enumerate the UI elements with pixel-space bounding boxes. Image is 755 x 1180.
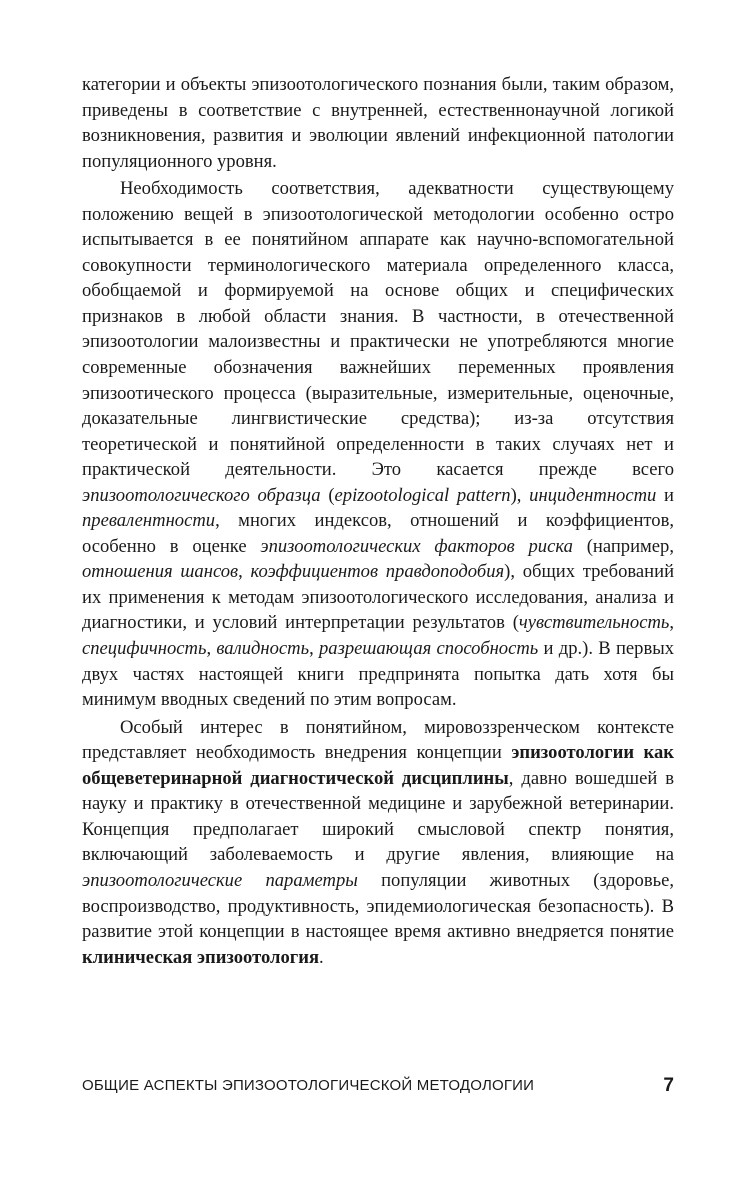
paragraph-2-text-12: и др.). В первых двух частях настоящей книги предпринята попытка дать хотя бы минимум вводных сведений по этим вопросам. <box>82 638 675 711</box>
term-odds-ratio: отношения шансов <box>82 561 239 583</box>
paragraph-2-text-10: , <box>206 638 217 660</box>
paragraph-2 <box>82 176 674 712</box>
term-validity: валидность <box>216 638 310 660</box>
term-epizootological-pattern-en: epizootological pattern <box>334 484 511 506</box>
term-specificity: специфичность <box>82 638 207 660</box>
paragraph-3-text-1: Особый интерес в понятийном, мировоззренческом контексте представляет необходимость внедрения концепции <box>82 716 674 764</box>
paragraph-2-text-5: , многих индексов, отношений и коэффициентов, особенно в оценке <box>82 510 674 557</box>
paragraph-2-text-9: , <box>669 612 674 634</box>
term-epizootological-pattern-ru: эпизоотологического образца <box>82 484 321 506</box>
paragraph-3-text-3: популяции животных (здоровье, воспроизводство, продуктивность, эпидемиологическая безопасность). В развитие этой концепции в настоящее время активно внедряется понятие <box>82 869 674 943</box>
term-sensitivity: чувствительность <box>518 612 670 634</box>
paragraph-1 <box>82 72 674 174</box>
page-number: 7 <box>663 1075 674 1096</box>
page-footer <box>82 1075 674 1097</box>
term-risk-factors: эпизоотологических факторов риска <box>260 535 573 557</box>
paragraph-2-text-2: ( <box>320 484 335 506</box>
term-incidence: инцидентности <box>529 484 657 506</box>
paragraph-3 <box>82 715 674 970</box>
paragraph-2-text-1: Необходимость соответствия, адекватности существующему положению вещей в эпизоотологической методологии особенно остро испытывается в ее понятийном аппарате как научно-вспомогательной совокупности терминологического материала определенного класса, обобщаемой и формируемой на основе общих и специфических признаков в любой области знания. В частности, в отечественной эпизоотологии малоизвестны и практически не употребляются многие современные обозначения важнейших переменных проявления эпизоотического процесса (выразительные, измерительные, оценочные, доказательные лингвистические средства); из-за отсутствия теоретической и понятийной определенности в таких случаях нет и практической деятельности. Это касается прежде всего <box>82 178 674 481</box>
paragraph-2-text-3: ), <box>510 484 530 506</box>
paragraph-1-text: категории и объекты эпизоотологического познания были, таким образом, приведены в соответствие с внутренней, естественнонаучной логикой возникновения, развития и эволюции явлений инфекционной патологии популяционного уровня. <box>82 74 674 172</box>
term-epizootological-parameters: эпизоотологические параметры <box>82 869 358 891</box>
paragraph-2-text-11: , <box>309 638 319 660</box>
paragraph-3-text-2: , давно вошедшей в науку и практику в отечественной медицине и зарубежной ветеринарии. Концепция предполагает широкий смысловой спектр понятия, включающий заболеваемость и другие явления, влияющие на <box>82 767 675 866</box>
running-head: ОБЩИЕ АСПЕКТЫ ЭПИЗООТОЛОГИЧЕСКОЙ МЕТОДОЛОГИИ <box>82 1077 535 1094</box>
term-prevalence: превалентности <box>82 510 216 532</box>
paragraph-2-text-6: (например, <box>572 535 675 557</box>
paragraph-3-text-4: . <box>319 946 324 968</box>
term-resolving-power: разрешающая способность <box>319 638 539 660</box>
term-likelihood-ratio: коэффициентов правдоподобия <box>250 561 505 583</box>
term-clinical-epizootology: клиническая эпизоотология <box>82 946 319 968</box>
paragraph-2-text-8: ), общих требований их применения к методам эпизоотологического исследования, анализа и диагностики, и условий интерпретации результатов ( <box>82 561 675 634</box>
page-body <box>82 72 674 970</box>
paragraph-2-text-7: , <box>238 561 251 583</box>
paragraph-2-text-4: и <box>656 484 674 506</box>
term-diagnostic-discipline: эпизоотологии как общеветеринарной диагностической дисциплины <box>82 742 674 789</box>
